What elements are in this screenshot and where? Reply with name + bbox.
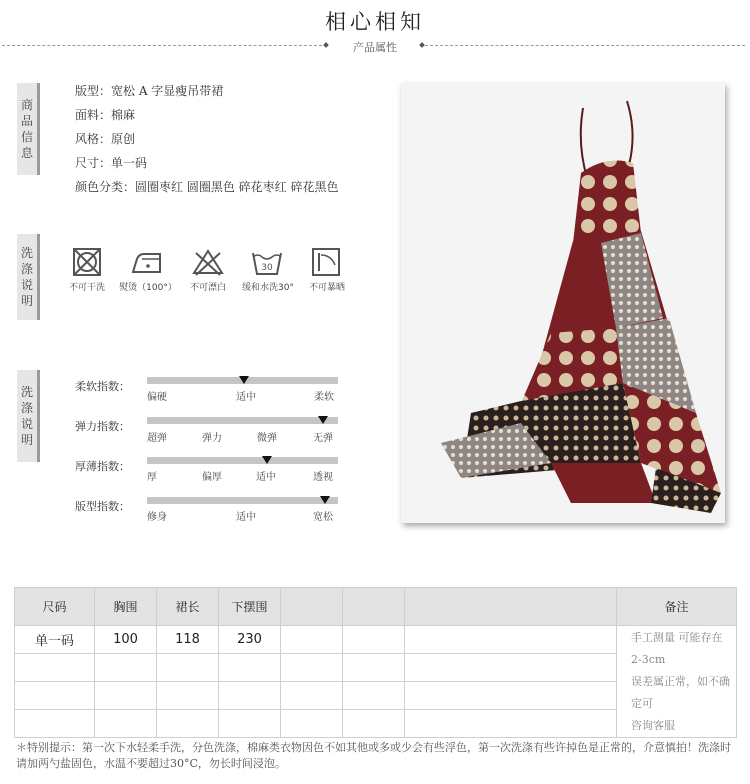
table-cell: [405, 710, 617, 738]
fit-marker: [320, 496, 330, 504]
tick-label: 超弹: [147, 433, 167, 444]
table-cell: [405, 654, 617, 682]
table-cell: [95, 682, 157, 710]
table-cell: [15, 710, 95, 738]
tick-label: 偏硬: [147, 392, 167, 403]
table-cell: [405, 626, 617, 654]
wash-30-icon: [250, 247, 284, 277]
tick-label: 适中: [236, 512, 256, 523]
product-info-tab: 商 品 信 息: [17, 83, 40, 175]
table-cell: [343, 682, 405, 710]
table-cell: [281, 710, 343, 738]
iron-icon: [130, 247, 164, 277]
softness-marker: [239, 376, 249, 384]
tick-label: 修身: [147, 512, 167, 523]
tick-label: 宽松: [313, 512, 333, 523]
indices-tab: 洗 涤 说 明: [17, 370, 40, 462]
tick-label: 厚: [147, 472, 157, 483]
table-cell: [157, 710, 219, 738]
wash-label: 不可暴晒: [308, 283, 345, 293]
elasticity-label: 弹力指数：: [75, 420, 130, 433]
tick-label: 柔软: [314, 392, 334, 403]
table-cell: [219, 710, 281, 738]
tick-label: 适中: [256, 472, 276, 483]
tick-label: 透视: [313, 472, 333, 483]
header-cell: [281, 588, 343, 626]
washing-tab: 洗 涤 说 明: [17, 234, 40, 320]
table-cell: [281, 682, 343, 710]
table-cell: [343, 626, 405, 654]
dress-illustration: [401, 83, 725, 523]
info-design: 风格：原创: [75, 132, 136, 146]
header-cell: 尺码: [15, 588, 95, 626]
table-cell: [219, 654, 281, 682]
table-cell: [343, 654, 405, 682]
table-cell: [95, 654, 157, 682]
header-cell: 胸围: [95, 588, 157, 626]
wash-label: 不可漂白: [189, 283, 226, 293]
tick-label: 偏厚: [202, 472, 222, 483]
section-subtitle: 产品属性: [353, 41, 397, 54]
no-sun-dry-icon: [309, 247, 343, 277]
elasticity-marker: [318, 416, 328, 424]
elasticity-bar: [147, 417, 338, 424]
table-cell: 单一码: [15, 626, 95, 654]
table-cell: [15, 654, 95, 682]
header-cell: 备注: [617, 588, 737, 626]
info-colors: 颜色分类：圆圈枣红 圆圈黑色 碎花枣红 碎花黑色: [75, 180, 339, 194]
info-fabric: 面料：棉麻: [75, 108, 136, 122]
table-cell: 100: [95, 626, 157, 654]
header-cell: 裙长: [157, 588, 219, 626]
thickness-marker: [262, 456, 272, 464]
table-cell: [95, 710, 157, 738]
special-notice: ＊特别提示：第一次下水轻柔手洗，分色洗涤，棉麻类衣物因色不如其他或多或少会有些浮色，第一次洗涤有些许掉色是正常的，介意慎拍！洗涤时请加两勺盐固色，水温不要超过30°C，勿长时间浸泡。: [16, 741, 731, 770]
no-tumble-dry-icon: [70, 247, 104, 277]
fit-label: 版型指数：: [75, 500, 130, 513]
note-line: 误差属正常，如不确定可: [631, 674, 730, 710]
product-photo: [401, 83, 725, 523]
header-cell: 下摆围: [219, 588, 281, 626]
fit-bar: [147, 497, 338, 504]
wash-label: 熨烫（100°）: [119, 283, 177, 293]
svg-text:30: 30: [261, 263, 273, 273]
table-header-row: [15, 588, 737, 626]
page-title: 相心相知: [325, 10, 425, 34]
note-cell: [617, 626, 737, 738]
table-row: [15, 626, 737, 654]
wash-label: 缓和水洗30°: [242, 283, 294, 293]
table-cell: [281, 626, 343, 654]
tick-label: 无弹: [313, 433, 333, 444]
table-cell: 118: [157, 626, 219, 654]
tick-label: 弹力: [202, 433, 222, 444]
tick-label: 微弹: [257, 433, 277, 444]
size-table: [14, 587, 737, 738]
thickness-bar: [147, 457, 338, 464]
table-cell: [15, 682, 95, 710]
thickness-label: 厚薄指数：: [75, 460, 130, 473]
table-cell: [157, 682, 219, 710]
no-bleach-icon: [191, 247, 225, 277]
table-cell: [157, 654, 219, 682]
info-style: 版型：宽松 A 字显瘦吊带裙: [75, 84, 224, 98]
table-cell: [281, 654, 343, 682]
header-cell: [405, 588, 617, 626]
table-cell: [405, 682, 617, 710]
header-cell: [343, 588, 405, 626]
wash-label: 不可干洗: [68, 283, 105, 293]
table-cell: [343, 710, 405, 738]
note-line: 咨询客服: [631, 718, 675, 732]
note-line: 手工测量 可能存在 2-3cm: [631, 630, 723, 666]
tick-label: 适中: [236, 392, 256, 403]
table-cell: [219, 682, 281, 710]
table-cell: 230: [219, 626, 281, 654]
softness-label: 柔软指数：: [75, 380, 130, 393]
info-size: 尺寸：单一码: [75, 156, 148, 170]
